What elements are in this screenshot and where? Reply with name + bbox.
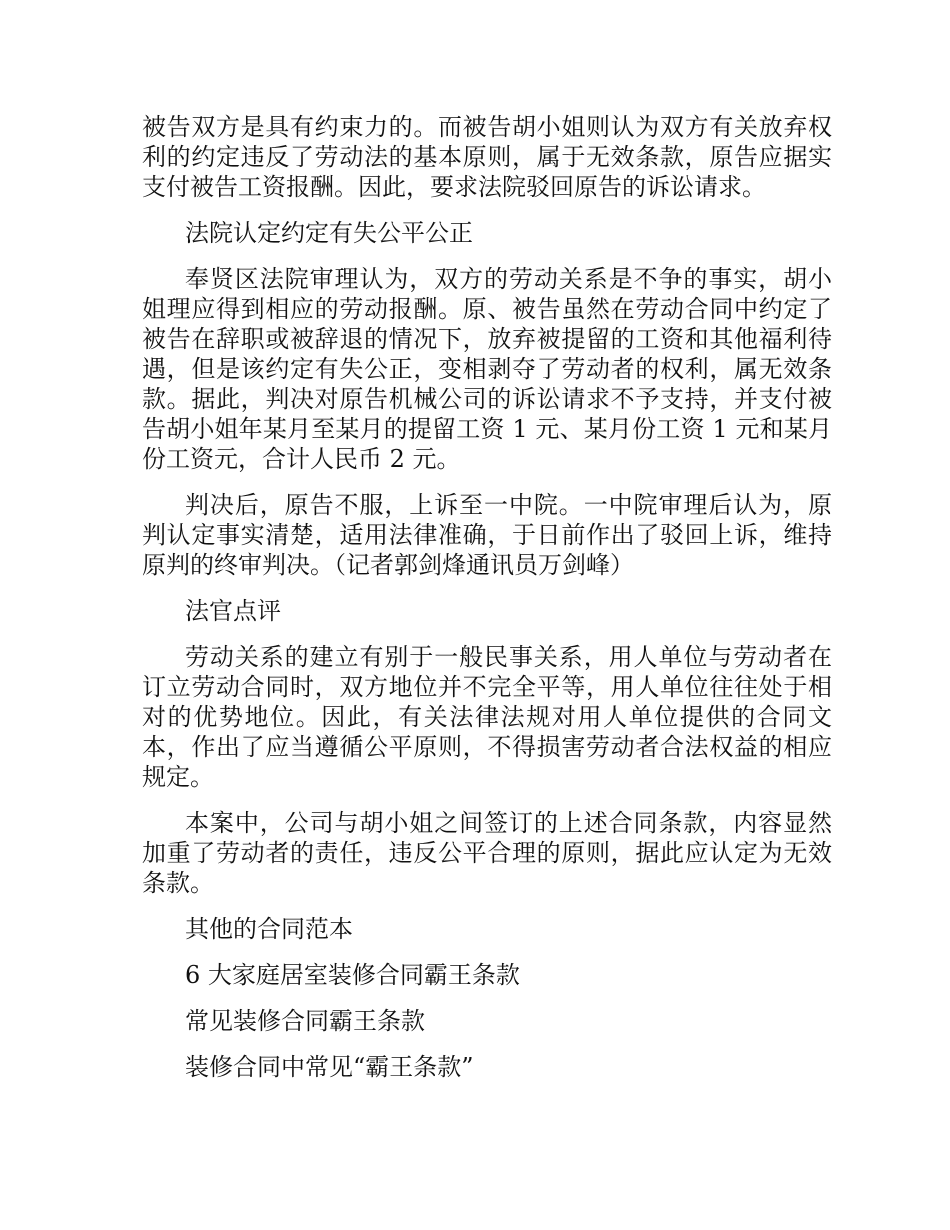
section-heading-court-ruling: 法院认定约定有失公平公正: [185, 219, 473, 247]
related-link-renovation-overlord-clauses[interactable]: 装修合同中常见“霸王条款”: [185, 1053, 474, 1081]
paragraph-appeal-result: 判决后，原告不服，上诉至一中院。一中院审理后认为，原判认定事实清楚，适用法律准确，于日前作出了驳回上诉，维持原判的终审判决。（记者郭剑烽通讯员万剑峰）: [142, 491, 832, 579]
document-body: [142, 112, 832, 1098]
paragraph-court-judgment: 奉贤区法院审理认为，双方的劳动关系是不争的事实，胡小姐理应得到相应的劳动报酬。原、被告虽然在劳动合同中约定了被告在辞职或被辞退的情况下，放弃被提留的工资和其他福利待遇，但是该约定有失公正，变相剥夺了劳动者的权利，属无效条款。据此，判决对原告机械公司的诉讼请求不予支持，并支付被告胡小姐年某月至某月的提留工资 1 元、某月份工资 1 元和某月份工资元，合计人民币 2 元。: [142, 265, 832, 473]
related-link-renovation-clauses-6[interactable]: 6 大家庭居室装修合同霸王条款: [185, 961, 520, 989]
paragraph-continuation: 被告双方是具有约束力的。而被告胡小姐则认为双方有关放弃权利的约定违反了劳动法的基本原则，属于无效条款，原告应据实支付被告工资报酬。因此，要求法院驳回原告的诉讼请求。: [142, 113, 832, 201]
paragraph-labor-relations: 劳动关系的建立有别于一般民事关系，用人单位与劳动者在订立劳动合同时，双方地位并不完全平等，用人单位往往处于相对的优势地位。因此，有关法律法规对用人单位提供的合同文本，作出了应当遵循公平原则，不得损害劳动者合法权益的相应规定。: [142, 643, 832, 791]
section-heading-other-templates: 其他的合同范本: [185, 915, 353, 943]
paragraph-case-conclusion: 本案中，公司与胡小姐之间签订的上述合同条款，内容显然加重了劳动者的责任，违反公平合理的原则，据此应认定为无效条款。: [142, 809, 832, 897]
section-heading-judge-comment: 法官点评: [185, 597, 281, 625]
related-link-common-renovation-clauses[interactable]: 常见装修合同霸王条款: [185, 1007, 425, 1035]
